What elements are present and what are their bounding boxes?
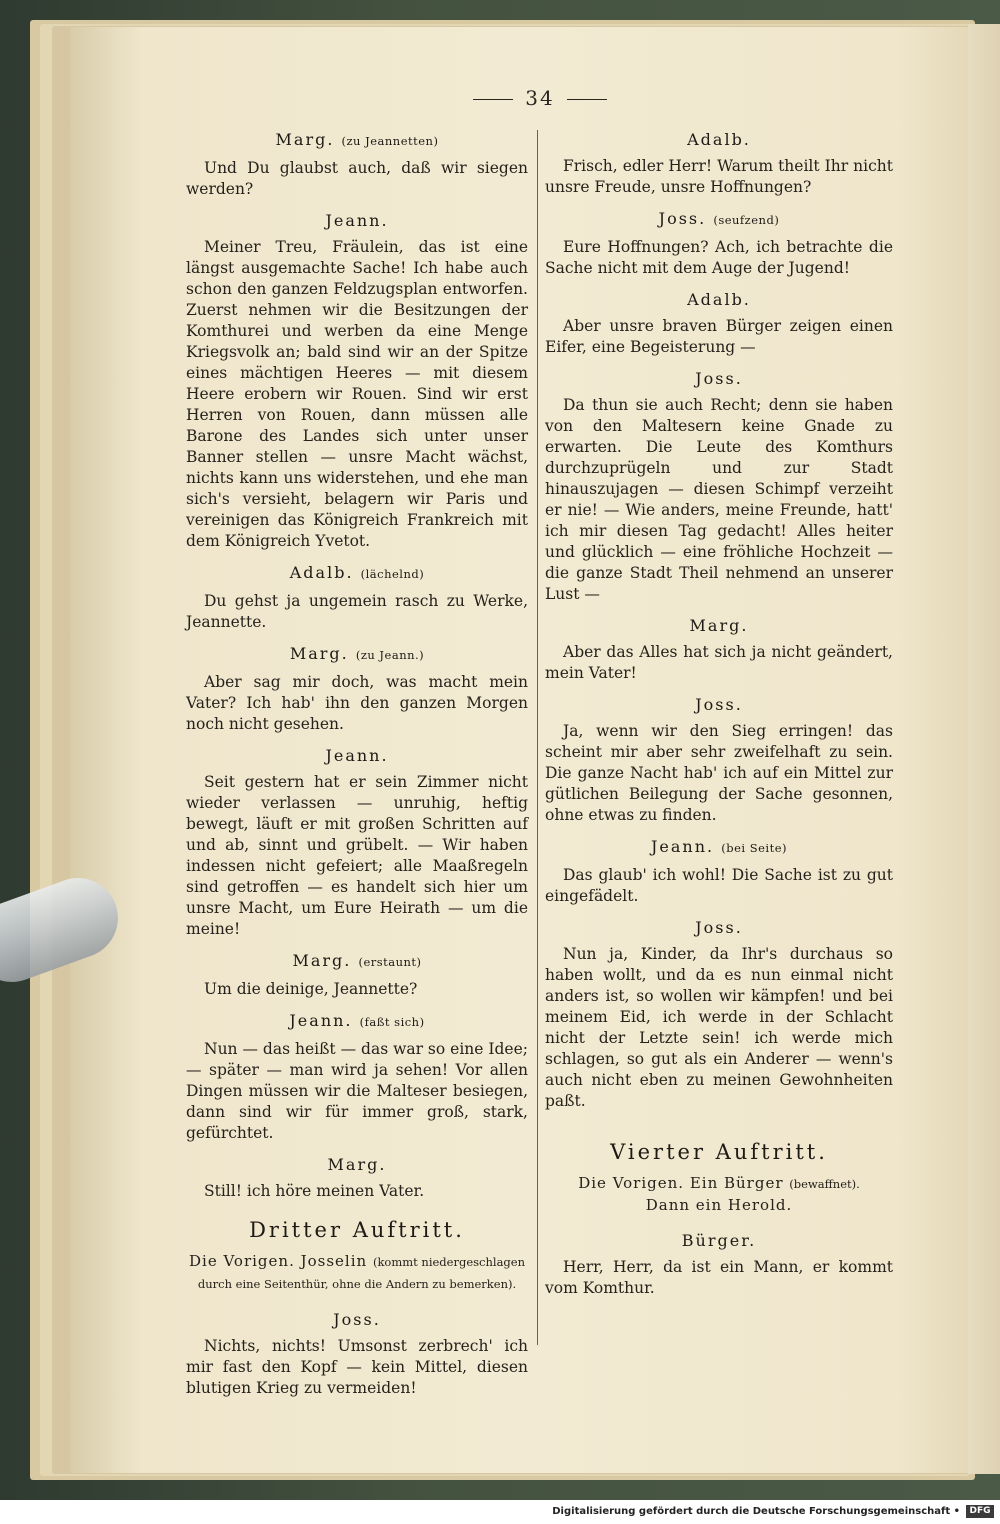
dialogue-block [186, 950, 528, 1000]
dialogue-block [545, 615, 893, 684]
speech-text: Du gehst ja ungemein rasch zu Werke, Jeannette. [186, 592, 528, 631]
speech-text: Eure Hoffnungen? Ach, ich betrachte die Sache nicht mit dem Auge der Jugend! [545, 238, 893, 277]
speech-text: Herr, Herr, da ist ein Mann, er kommt vom Komthur. [545, 1258, 893, 1297]
speech-text: Nun — das heißt — das war so eine Idee; — später — man wird ja sehen! Vor allen Dingen müssen wir die Malteser besiegen, dann sind wir für immer groß, stark, gefürchtet. [186, 1040, 528, 1142]
speaker-name: Marg. (zu Jeannetten) [275, 130, 439, 149]
speech-text: Um die deinige, Jeannette? [204, 980, 418, 998]
dialogue-block [186, 210, 528, 552]
speaker-name: Adalb. [687, 290, 751, 309]
stage-direction: (erstaunt) [358, 955, 422, 969]
facing-page-edge [968, 24, 1000, 1474]
scene-cast: Die Vorigen. Josselin (kommt niedergeschlagen durch eine Seitenthür, ohne die Andern zu bemerken). [189, 1252, 525, 1291]
speaker-name: Marg. (erstaunt) [292, 951, 422, 970]
stage-direction: (faßt sich) [359, 1015, 425, 1029]
dialogue-block [545, 289, 893, 358]
dialogue-block [545, 129, 893, 198]
speech-text: Frisch, edler Herr! Warum theilt Ihr nicht unsre Freude, unsre Hoffnungen? [545, 157, 893, 196]
speaker-name: Joss. [695, 369, 743, 388]
dialogue-block [545, 917, 893, 1112]
dialogue-block [186, 1010, 528, 1144]
speech-text: Still! ich höre meinen Vater. [204, 1182, 425, 1200]
scene-cast: Die Vorigen. Ein Bürger (bewaffnet). Dann ein Herold. [578, 1174, 860, 1214]
stage-direction: (kommt niedergeschlagen durch eine Seitenthür, ohne die Andern zu bemerken). [197, 1255, 525, 1291]
scene-heading: Dritter Auftritt. [249, 1218, 465, 1242]
stage-direction: (zu Jeannetten) [341, 134, 439, 148]
dialogue-block [545, 1230, 893, 1299]
speaker-name: Joss. [333, 1310, 381, 1329]
page-number: 34 [460, 86, 620, 110]
speaker-name: Jeann. (faßt sich) [289, 1011, 425, 1030]
speech-text: Aber unsre braven Bürger zeigen einen Eifer, eine Begeisterung — [545, 317, 893, 356]
stage-direction: (seufzend) [713, 213, 780, 227]
speaker-name: Marg. [689, 616, 749, 635]
dialogue-block [545, 836, 893, 907]
speech-text: Seit gestern hat er sein Zimmer nicht wieder verlassen — unruhig, heftig bewegt, läuft er mit großen Schritten auf und ab, sinnt und grübelt. — Wir haben indessen nicht gefeiert; alle Maaßregeln sind getroffen — es handelt sich hier um unsre Macht, um Eure Heirath — um die meine! [186, 773, 528, 938]
dialogue-block [186, 1309, 528, 1399]
speaker-name: Joss. (seufzend) [658, 209, 780, 228]
speaker-name: Joss. [695, 695, 743, 714]
dialogue-block [545, 368, 893, 605]
speaker-name: Marg. (zu Jeann.) [289, 644, 425, 663]
dialogue-block [545, 694, 893, 826]
speech-text: Meiner Treu, Fräulein, das ist eine längst ausgemachte Sache! Ich habe auch schon den ganzen Feldzugsplan entworfen. Zuerst nehmen wir die Besitzungen der Komthurei und werben da eine Menge Kriegsvolk an; bald sind wir an der Spitze eines mächtigen Heeres — mit diesem Heere erobern wir Rouen. Sind wir erst Herren von Rouen, dann müssen alle Barone des Landes sich unter unser Banner stellen — unsre Macht wächst, nichts kann uns widerstehen, und ehe man sich's versieht, belagern wir Paris und vereinigen das Königreich Frankreich mit dem Königreich Yvetot. [186, 238, 528, 550]
dialogue-block [186, 129, 528, 200]
speaker-name: Jeann. [325, 746, 389, 765]
stage-direction: (bei Seite) [721, 841, 787, 855]
speaker-name: Adalb. (lächelnd) [289, 563, 425, 582]
stage-direction: (bewaffnet). [789, 1177, 860, 1191]
dialogue-block [186, 1154, 528, 1202]
speech-text: Ja, wenn wir den Sieg erringen! das scheint mir aber sehr zweifelhaft zu sein. Die ganze Nacht hab' ich auf ein Mittel zur gütlichen Beilegung der Sache gesonnen, ohne etwas zu finden. [545, 722, 893, 824]
dialogue-block [186, 562, 528, 633]
stage-direction: (zu Jeann.) [355, 648, 425, 662]
right-column [545, 125, 893, 1309]
speaker-name: Jeann. (bei Seite) [651, 837, 787, 856]
scene-heading: Vierter Auftritt. [610, 1140, 828, 1164]
speaker-name: Marg. [327, 1155, 387, 1174]
speech-text: Das glaub' ich wohl! Die Sache ist zu gut eingefädelt. [545, 866, 893, 905]
dialogue-block [545, 208, 893, 279]
digitization-credit: Digitalisierung gefördert durch die Deutsche Forschungsgemeinschaft • [552, 1506, 960, 1517]
speaker-name: Jeann. [325, 211, 389, 230]
speech-text: Da thun sie auch Recht; denn sie haben von den Maltesern keine Gnade zu erwarten. Die Leute des Komthurs durchzuprügeln und zur Stadt hinauszujagen — diesen Schimpf verzeiht er nie! — Wie anders, meine Freunde, hatt' ich mir diesen Tag gedacht! Alles heiter und glücklich — eine fröhliche Hochzeit — die ganze Stadt Theil nehmend an unserer Lust — [545, 396, 893, 603]
speaker-name: Bürger. [681, 1231, 757, 1250]
dialogue-block [186, 643, 528, 735]
stage-direction: (lächelnd) [360, 567, 425, 581]
speech-text: Nun ja, Kinder, da Ihr's durchaus so haben wollt, und da es nun einmal nicht anders ist, so wollen wir kämpfen! und bei meinem Eid, ich werde in der Schlacht nicht der Letzte sein! ich werde mich schlagen, so gut als ein Anderer — wenn's auch nicht eben zu meinen Gewohnheiten paßt. [545, 945, 893, 1110]
dfg-logo: DFG [966, 1505, 994, 1518]
speech-text: Nichts, nichts! Umsonst zerbrech' ich mir fast den Kopf — kein Mittel, diesen blutigen Krieg zu vermeiden! [186, 1337, 528, 1397]
column-divider [537, 130, 538, 1345]
speaker-name: Adalb. [687, 130, 751, 149]
speaker-name: Joss. [695, 918, 743, 937]
dialogue-block [186, 745, 528, 940]
speech-text: Aber sag mir doch, was macht mein Vater? Ich hab' ihn den ganzen Morgen noch nicht gesehen. [186, 673, 528, 733]
speech-text: Und Du glaubst auch, daß wir siegen werden? [186, 159, 528, 198]
left-column [186, 125, 528, 1409]
speech-text: Aber das Alles hat sich ja nicht geändert, mein Vater! [545, 643, 893, 682]
